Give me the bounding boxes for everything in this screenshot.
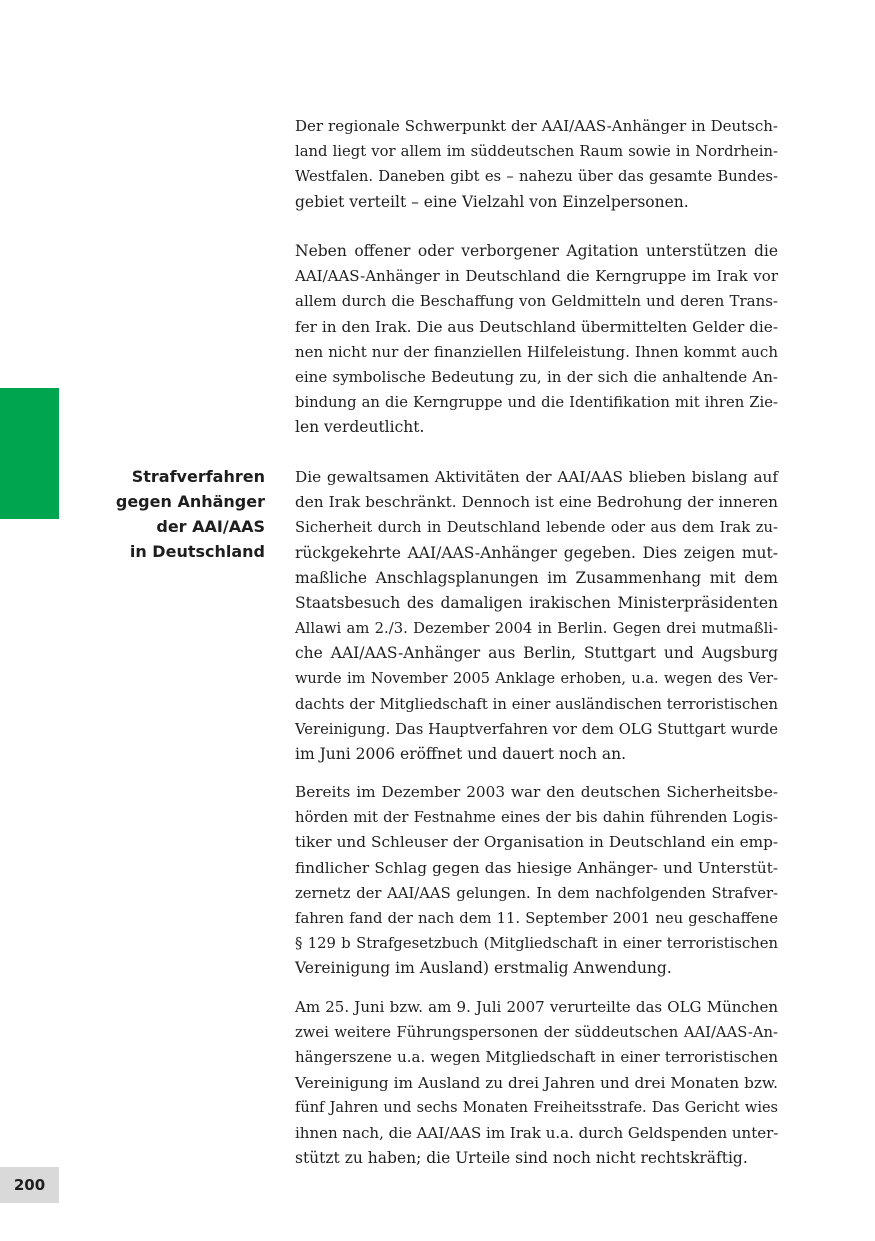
text-line: Die gewaltsamen Aktivitäten der AAI/AAS blieben bislang auf — [295, 468, 778, 486]
text-line: Neben offener oder verborgener Agitation unterstützen die — [295, 242, 778, 260]
text-line: fer in den Irak. Die aus Deutschland übermittelten Gelder die- — [295, 317, 778, 336]
text-line: Vereinigung. Das Hauptverfahren vor dem OLG Stuttgart wurde — [295, 721, 778, 739]
side-heading — [65, 464, 265, 564]
text-line: findlicher Schlag gegen das hiesige Anhänger- und Unterstüt- — [295, 858, 778, 877]
text-line: rückgekehrte AAI/AAS-Anhänger gegeben. Dies zeigen mut- — [295, 543, 778, 562]
paragraph-threat — [295, 465, 778, 767]
text-line: fahren fand der nach dem 11. September 2001 neu geschaffene — [295, 910, 778, 928]
paragraph-verdict-2007 — [295, 995, 778, 1171]
text-line: § 129 b Strafgesetzbuch (Mitgliedschaft in einer terroristischen — [295, 935, 778, 953]
text-line: AAI/AAS-Anhänger in Deutschland die Kerngruppe im Irak vor — [295, 267, 778, 286]
text-line: hörden mit der Festnahme eines der bis dahin führenden Logis- — [295, 809, 778, 827]
text-line: Am 25. Juni bzw. am 9. Juli 2007 verurteilte das OLG München — [295, 998, 778, 1016]
text-line: stützt zu haben; die Urteile sind noch nicht rechtskräftig. — [295, 1149, 748, 1168]
text-line: ihnen nach, die AAI/AAS im Irak u.a. durch Geldspenden unter- — [295, 1124, 779, 1143]
text-line: land liegt vor allem im süddeutschen Raum sowie in Nordrhein- — [295, 143, 778, 161]
text-line: Vereinigung im Ausland) erstmalig Anwendung. — [295, 959, 672, 978]
paragraph-regional-focus — [295, 114, 778, 215]
text-line: dachts der Mitgliedschaft in einer ausländischen terroristischen — [295, 695, 778, 713]
text-line: nen nicht nur der finanziellen Hilfeleistung. Ihnen kommt auch — [295, 342, 778, 361]
text-line: fünf Jahren und sechs Monaten Freiheitsstrafe. Das Gericht wies — [295, 1099, 778, 1116]
text-line: Bereits im Dezember 2003 war den deutschen Sicherheitsbe- — [295, 783, 778, 801]
paragraph-support-activities — [295, 239, 778, 441]
text-line: allem durch die Beschaffung von Geldmitteln und deren Trans- — [295, 292, 778, 311]
text-line: maßliche Anschlagsplanungen im Zusammenhang mit dem — [295, 568, 778, 587]
text-line: len verdeutlicht. — [295, 418, 425, 437]
text-line: hängerszene u.a. wegen Mitgliedschaft in einer terroristischen — [295, 1048, 778, 1067]
paragraph-arrest-2003 — [295, 780, 778, 982]
text-line: bindung an die Kerngruppe und die Identifikation mit ihren Zie- — [295, 394, 778, 412]
text-line: Allawi am 2./3. Dezember 2004 in Berlin. Gegen drei mutmaßli- — [295, 620, 778, 638]
text-line: eine symbolische Bedeutung zu, in der sich die anhaltende An- — [295, 368, 778, 387]
side-heading-line: der AAI/AAS — [156, 517, 265, 536]
text-line: im Juni 2006 eröffnet und dauert noch an. — [295, 745, 627, 764]
text-line: gebiet verteilt – eine Vielzahl von Einzelpersonen. — [295, 192, 689, 211]
text-line: Der regionale Schwerpunkt der AAI/AAS-Anhänger in Deutsch- — [295, 117, 778, 135]
text-line: zernetz der AAI/AAS gelungen. In dem nachfolgenden Strafver- — [295, 884, 778, 902]
page-number: 200 — [0, 1167, 59, 1203]
side-heading-line: in Deutschland — [129, 542, 265, 561]
text-line: den Irak beschränkt. Dennoch ist eine Bedrohung der inneren — [295, 493, 778, 512]
text-line: Westfalen. Daneben gibt es – nahezu über das gesamte Bundes- — [295, 168, 778, 186]
text-line: tiker und Schleuser der Organisation in Deutschland ein emp- — [295, 833, 778, 852]
text-line: wurde im November 2005 Anklage erhoben, u.a. wegen des Ver- — [295, 670, 778, 687]
side-heading-line: Strafverfahren — [131, 467, 265, 486]
text-line: Sicherheit durch in Deutschland lebende oder aus dem Irak zu- — [295, 519, 778, 537]
text-line: Vereinigung im Ausland zu drei Jahren und drei Monaten bzw. — [295, 1073, 778, 1092]
side-heading-line: gegen Anhänger — [115, 492, 265, 511]
text-line: che AAI/AAS-Anhänger aus Berlin, Stuttgart und Augsburg — [295, 644, 778, 663]
chapter-color-tab — [0, 388, 59, 519]
text-line: Staatsbesuch des damaligen irakischen Ministerpräsidenten — [295, 594, 778, 613]
text-line: zwei weitere Führungspersonen der süddeutschen AAI/AAS-An- — [295, 1024, 778, 1042]
